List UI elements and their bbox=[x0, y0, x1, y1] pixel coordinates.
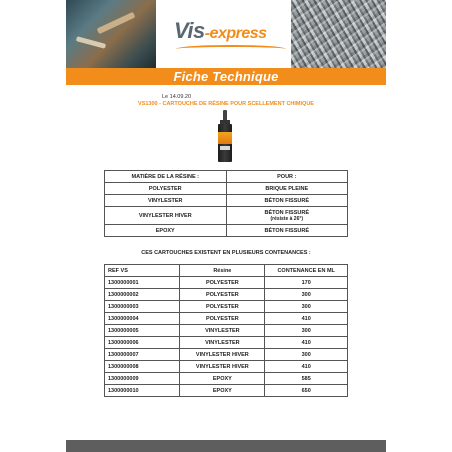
ref-cell: 1300000007 bbox=[105, 349, 180, 361]
document-page bbox=[66, 0, 386, 452]
logo-swoosh bbox=[176, 45, 286, 53]
capacity-cell: 300 bbox=[265, 301, 348, 313]
use-text: BÉTON FISSURÉ bbox=[264, 209, 309, 216]
reference-table bbox=[104, 264, 348, 397]
table-header-row bbox=[105, 171, 348, 183]
capacity-cell: 410 bbox=[265, 313, 348, 325]
use-cell: BÉTON FISSURÉ bbox=[226, 225, 348, 237]
capacity-cell: 300 bbox=[265, 289, 348, 301]
footer-bar bbox=[66, 440, 386, 452]
resin-cell: EPOXY bbox=[105, 225, 227, 237]
resin-cell: VINYLESTER bbox=[105, 195, 227, 207]
resin-cell: POLYESTER bbox=[180, 313, 265, 325]
table-row bbox=[105, 313, 348, 325]
column-header-capacity: CONTENANCE EN ML bbox=[265, 265, 348, 277]
ref-cell: 1300000001 bbox=[105, 277, 180, 289]
capacity-cell: 170 bbox=[265, 277, 348, 289]
ref-cell: 1300000003 bbox=[105, 301, 180, 313]
ref-cell: 1300000009 bbox=[105, 373, 180, 385]
capacity-cell: 300 bbox=[265, 325, 348, 337]
use-cell-multiline bbox=[230, 210, 345, 222]
product-title: VS1300 - CARTOUCHE DE RÉSINE POUR SCELLEMENT CHIMIQUE bbox=[138, 101, 314, 107]
logo-suffix: -express bbox=[204, 25, 267, 42]
screws-photo bbox=[291, 0, 386, 68]
cartridge-nozzle bbox=[223, 110, 227, 120]
resin-cell: POLYESTER bbox=[180, 289, 265, 301]
capacities-heading: CES CARTOUCHES EXISTENT EN PLUSIEURS CONTENANCES : bbox=[141, 250, 311, 256]
resin-usage-table bbox=[104, 170, 348, 237]
cartridge-label-secondary bbox=[220, 146, 230, 150]
ref-cell: 1300000002 bbox=[105, 289, 180, 301]
logo-main: Vis bbox=[174, 18, 205, 43]
capacity-cell: 585 bbox=[265, 373, 348, 385]
ref-cell: 1300000010 bbox=[105, 385, 180, 397]
tool-shape bbox=[97, 12, 136, 34]
table-row bbox=[105, 301, 348, 313]
resin-cell: POLYESTER bbox=[180, 301, 265, 313]
cartridge-label bbox=[218, 132, 232, 144]
resin-cell: VINYLESTER HIVER bbox=[105, 207, 227, 225]
header bbox=[66, 0, 386, 68]
title-banner bbox=[66, 68, 386, 85]
table-row bbox=[105, 225, 348, 237]
resin-cell: EPOXY bbox=[180, 373, 265, 385]
resin-cell: VINYLESTER HIVER bbox=[180, 349, 265, 361]
use-cell bbox=[226, 207, 348, 225]
resin-cell: VINYLESTER HIVER bbox=[180, 361, 265, 373]
table-row bbox=[105, 195, 348, 207]
column-header-resin: MATIÈRE DE LA RÉSINE : bbox=[105, 171, 227, 183]
table-row bbox=[105, 183, 348, 195]
column-header-resin: Résine bbox=[180, 265, 265, 277]
resin-cell: VINYLESTER bbox=[180, 337, 265, 349]
column-header-use: POUR : bbox=[226, 171, 348, 183]
resin-cell: EPOXY bbox=[180, 385, 265, 397]
resin-cartridge-icon bbox=[217, 110, 233, 162]
workshop-photo bbox=[66, 0, 156, 68]
logo-area bbox=[156, 0, 291, 68]
tool-shape bbox=[76, 36, 106, 49]
brand-logo bbox=[174, 18, 267, 44]
resin-cell: POLYESTER bbox=[105, 183, 227, 195]
table-row bbox=[105, 373, 348, 385]
table-row bbox=[105, 325, 348, 337]
capacity-cell: 410 bbox=[265, 361, 348, 373]
capacity-cell: 410 bbox=[265, 337, 348, 349]
banner-title: Fiche Technique bbox=[173, 69, 279, 84]
resin-cell: POLYESTER bbox=[180, 277, 265, 289]
table-row bbox=[105, 207, 348, 225]
resin-cell: VINYLESTER bbox=[180, 325, 265, 337]
use-note: (résiste à 26°) bbox=[270, 215, 304, 222]
table-row bbox=[105, 349, 348, 361]
table-row bbox=[105, 361, 348, 373]
capacity-cell: 650 bbox=[265, 385, 348, 397]
ref-cell: 1300000006 bbox=[105, 337, 180, 349]
table-row bbox=[105, 385, 348, 397]
column-header-ref: REF VS bbox=[105, 265, 180, 277]
capacity-cell: 300 bbox=[265, 349, 348, 361]
ref-cell: 1300000005 bbox=[105, 325, 180, 337]
table-header-row bbox=[105, 265, 348, 277]
ref-cell: 1300000004 bbox=[105, 313, 180, 325]
use-cell: BÉTON FISSURÉ bbox=[226, 195, 348, 207]
document-date: Le 14.09.20 bbox=[162, 94, 192, 100]
table-row bbox=[105, 277, 348, 289]
reference-table-body bbox=[105, 277, 348, 397]
table-row bbox=[105, 289, 348, 301]
use-cell: BRIQUE PLEINE bbox=[226, 183, 348, 195]
ref-cell: 1300000008 bbox=[105, 361, 180, 373]
table-row bbox=[105, 337, 348, 349]
